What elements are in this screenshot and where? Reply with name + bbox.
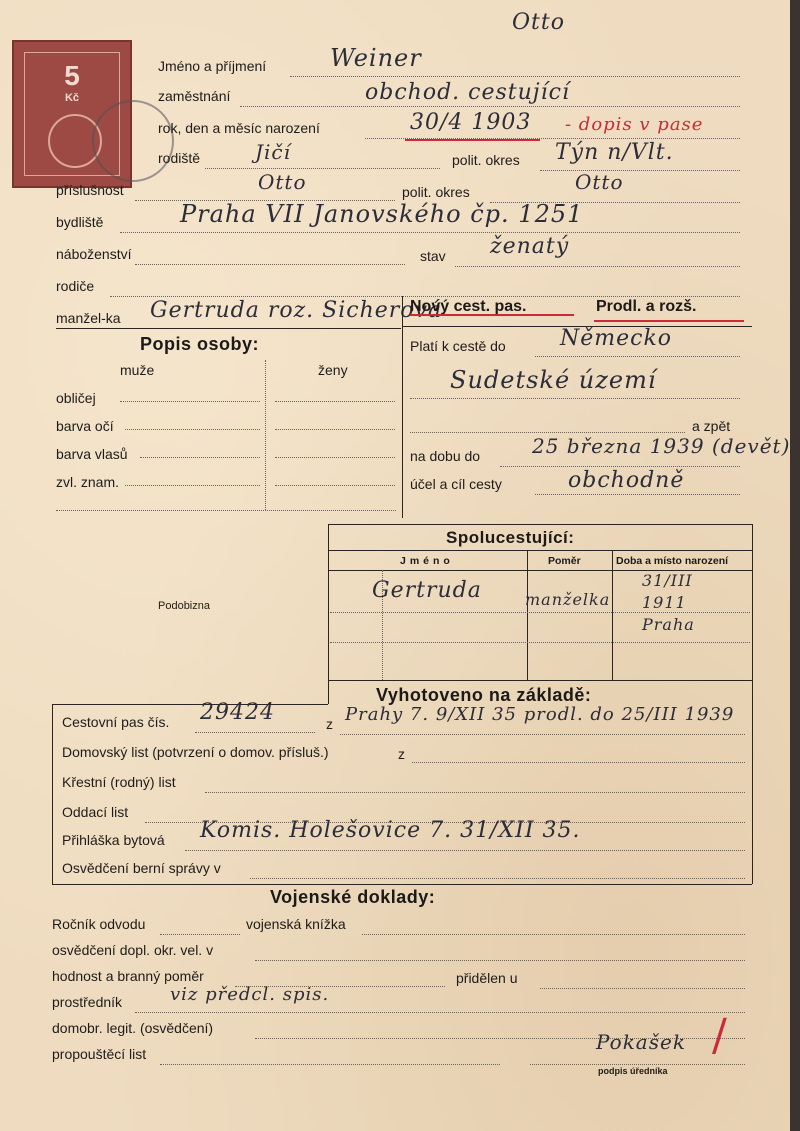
fellow-col-relation: Poměr [548, 555, 581, 567]
red-strike [410, 314, 574, 316]
cert-label: osvědčení dopl. okr. vel. v [52, 942, 214, 958]
spouse-label: manžel-ka [56, 310, 121, 326]
parents-label: rodiče [56, 278, 95, 294]
photo-label: Podobizna [158, 600, 210, 612]
face-label: obličej [56, 390, 96, 406]
valid-dest1-value: Německo [560, 326, 673, 351]
book-label: vojenská knížka [246, 916, 346, 932]
marriage-label: Oddací list [62, 804, 129, 820]
fellow-title: Spolucestující: [446, 528, 575, 547]
district-value: Týn n/Vlt. [555, 140, 674, 165]
citizenship-label: příslušnost [56, 182, 124, 198]
name-last-value: Weiner [330, 44, 422, 72]
issued-passport-from: Prahy 7. 9/XII 35 prodl. do 25/III 1939 [345, 704, 735, 725]
passport-header-new: Nový cest. pas. [410, 298, 527, 315]
residence-label: bydliště [56, 214, 104, 230]
status-value: ženatý [490, 234, 570, 259]
religion-label: náboženství [56, 246, 132, 262]
red-underline-ext [594, 320, 744, 322]
period-label: na dobu do [410, 448, 481, 464]
discharge-label: propouštěcí list [52, 1046, 147, 1062]
fellow-col-birth: Doba a místo narození [616, 555, 729, 567]
birth-date-value: 30/4 1903 [410, 110, 532, 135]
hair-label: barva vlasů [56, 446, 128, 462]
name-label: Jméno a příjmení [158, 58, 267, 74]
tax-label: Osvědčení berní správy v [62, 860, 221, 876]
legion-label: domobr. legit. (osvědčení) [52, 1020, 214, 1036]
red-checkmark-icon: / [712, 1010, 727, 1061]
issued-z2: z [398, 746, 405, 762]
spouse-value: Gertruda roz. Sicherová [150, 298, 443, 323]
return-label: a zpět [692, 418, 731, 434]
marks-label: zvl. znam. [56, 474, 120, 490]
col-female-label: ženy [318, 362, 348, 378]
assigned-label: přidělen u [456, 970, 518, 986]
stamp-currency: Kč [64, 92, 80, 104]
passport-header-ext: Prodl. a rozš. [596, 298, 697, 315]
intermediary-value: viz předcl. spis. [170, 984, 330, 1005]
district2-value: Otto [575, 170, 624, 194]
registration-value: Komis. Holešovice 7. 31/XII 35. [200, 818, 581, 843]
district-label: polit. okres [452, 152, 520, 168]
valid-label: Platí k cestě do [410, 338, 506, 354]
issued-passport-no: 29424 [200, 700, 275, 725]
fellow-birth-value: 31/III 1911 Praha [642, 571, 695, 634]
residence-value: Praha VII Janovského čp. 1251 [180, 200, 584, 228]
issued-z1: z [326, 716, 333, 732]
rank-label: hodnost a branný poměr [52, 968, 204, 984]
signature-value: Pokašek [596, 1030, 686, 1054]
birth-label: rok, den a měsíc narození [158, 120, 320, 136]
purpose-value: obchodně [568, 468, 685, 493]
domicile-label: Domovský list (potvrzení o domov. přísluš.) [62, 744, 329, 760]
col-male-label: muže [120, 362, 155, 378]
registration-label: Přihláška bytová [62, 832, 165, 848]
signature-label: podpis úředníka [598, 1066, 668, 1076]
eyes-label: barva očí [56, 418, 114, 434]
description-title: Popis osoby: [140, 334, 260, 354]
intermediary-label: prostředník [52, 994, 123, 1010]
occupation-label: zaměstnání [158, 88, 231, 104]
postmark-icon [92, 100, 174, 182]
birthplace-label: rodiště [158, 150, 201, 166]
issued-passport-label: Cestovní pas čís. [62, 714, 170, 730]
birth-note-value: - dopis v pase [565, 114, 704, 135]
year-label: Ročník odvodu [52, 916, 146, 932]
status-label: stav [420, 248, 446, 264]
red-underline [405, 139, 540, 141]
valid-dest2-value: Sudetské území [450, 366, 657, 394]
purpose-label: účel a cíl cesty [410, 476, 502, 492]
military-title: Vojenské doklady: [270, 887, 436, 907]
district2-label: polit. okres [402, 184, 470, 200]
stamp-value: 5 [64, 60, 80, 91]
period-value: 25 března 1939 (devět) [532, 434, 791, 458]
occupation-value: obchod. cestující [365, 80, 570, 105]
fellow-relation-value: manželka [525, 590, 611, 609]
citizenship-value: Otto [258, 170, 307, 194]
fellow-col-name: Jméno [400, 555, 454, 567]
baptism-label: Křestní (rodný) list [62, 774, 176, 790]
fellow-name-value: Gertruda [372, 578, 482, 603]
name-first-value: Otto [512, 10, 565, 35]
birthplace-value: Jičí [255, 140, 292, 164]
issued-title: Vyhotoveno na základě: [376, 685, 592, 705]
